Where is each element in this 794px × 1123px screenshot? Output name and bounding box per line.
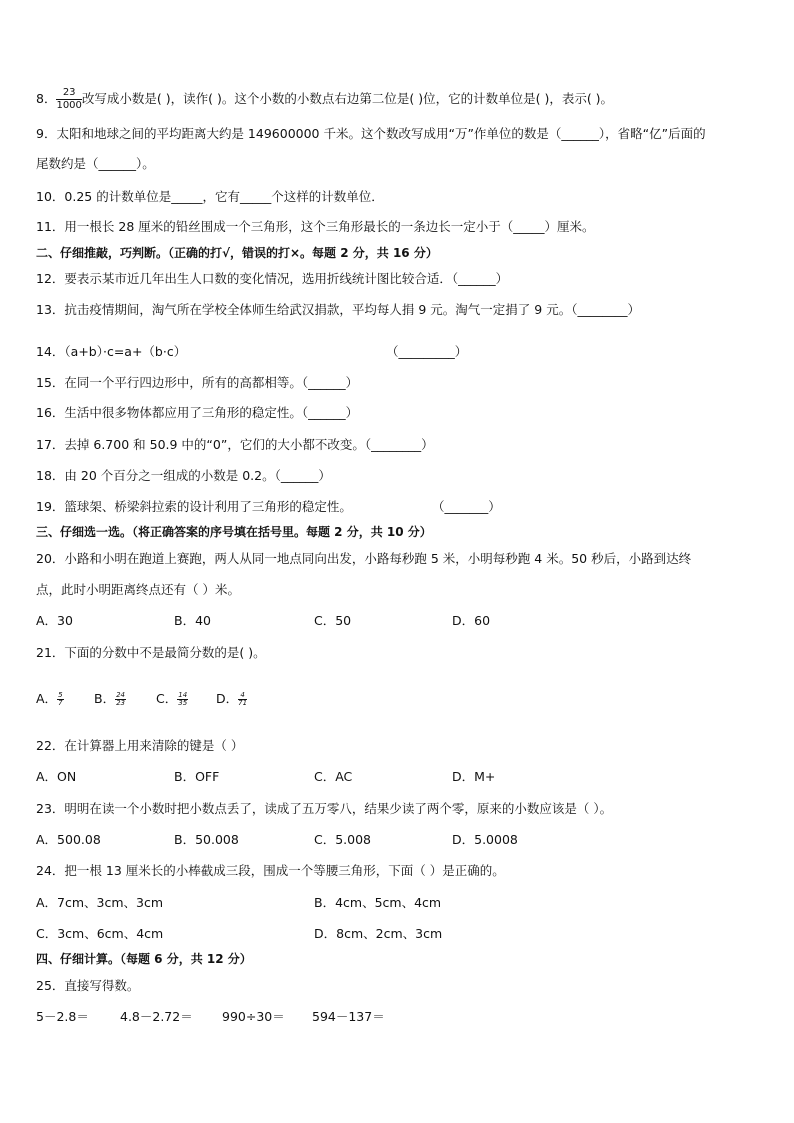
- section-4-heading: 四、仔细计算。（每题 6 分，共 12 分）: [36, 952, 252, 966]
- question-23: 23．明明在读一个小数时把小数点丢了，读成了五万零八，结果少读了两个零，原来的小数应该是（ ）。: [36, 801, 613, 816]
- question-21-option-a: A． $\frac{5}{7}$: [36, 691, 63, 707]
- question-22: 22．在计算器上用来清除的键是（ ）: [36, 738, 244, 753]
- question-20-option-d: D．60: [452, 613, 491, 628]
- question-18: 18．由 20 个百分之一组成的小数是 0.2。（______）: [36, 468, 331, 483]
- question-24-option-c: C．3cm、6cm、4cm: [36, 926, 164, 941]
- fraction-24-over-23: $\frac{24}{23}$: [116, 691, 125, 707]
- question-8-text: 改写成小数是( )，读作( )。这个小数的小数点右边第二位是( )位，它的计数单位是( )，表示( )。: [81, 91, 614, 106]
- question-8: [36, 88, 613, 111]
- calc-item-4: 594－137＝: [312, 1009, 385, 1024]
- question-11: 11．用一根长 28 厘米的铅丝围成一个三角形，这个三角形最长的一条边长一定小于（_____）厘米。: [36, 219, 595, 234]
- calc-item-2: 4.8－2.72＝: [120, 1009, 193, 1024]
- question-24-option-b: B．4cm、5cm、4cm: [314, 895, 442, 910]
- fraction-23-over-1000: $\frac{23}{1000}$: [56, 87, 82, 111]
- calc-item-3: 990÷30＝: [222, 1009, 285, 1024]
- question-17: 17．去掉 6.700 和 50.9 中的“0”，它们的大小都不改变。（________）: [36, 437, 434, 452]
- section-3-heading: 三、仔细选一选。（将正确答案的序号填在括号里。每题 2 分，共 10 分）: [36, 525, 432, 539]
- question-9-line2: 尾数约是（______）。: [36, 156, 155, 171]
- question-20-line2: 点，此时小明距离终点还有（ ）米。: [36, 582, 240, 597]
- question-21-option-b: B． $\frac{24}{23}$: [94, 691, 125, 707]
- question-13: 13．抗击疫情期间，淘气所在学校全体师生给武汉捐款，平均每人捐 9 元。淘气一定捐了 9 元。（________）: [36, 302, 640, 317]
- question-14-answer-blank: （_________）: [386, 344, 468, 359]
- question-20-option-a: A．30: [36, 613, 73, 628]
- question-8-number: 8．: [36, 91, 57, 106]
- question-19: 19．篮球架、桥梁斜拉索的设计利用了三角形的稳定性。: [36, 499, 352, 514]
- question-22-option-d: D．M+: [452, 769, 496, 784]
- section-2-heading: 二、仔细推敲，巧判断。（正确的打√，错误的打×。每题 2 分，共 16 分）: [36, 246, 438, 260]
- question-19-answer-blank: （_______）: [432, 499, 501, 514]
- fraction-4-over-71: $\frac{4}{71}$: [238, 691, 248, 707]
- question-23-option-c: C．5.008: [314, 832, 372, 847]
- question-20-option-c: C．50: [314, 613, 352, 628]
- question-14: 14．（a+b）·c=a+（b·c）: [36, 344, 187, 359]
- question-15: 15．在同一个平行四边形中，所有的高都相等。（______）: [36, 375, 359, 390]
- question-12: 12．要表示某市近几年出生人口数的变化情况，选用折线统计图比较合适．（______）: [36, 271, 509, 286]
- question-20-option-b: B．40: [174, 613, 211, 628]
- question-24-option-d: D．8cm、2cm、3cm: [314, 926, 443, 941]
- question-22-option-a: A．ON: [36, 769, 77, 784]
- question-23-option-a: A．500.08: [36, 832, 101, 847]
- question-21-option-c: C． $\frac{14}{35}$: [156, 691, 188, 707]
- question-22-option-c: C．AC: [314, 769, 353, 784]
- question-9-line1: 9．太阳和地球之间的平均距离大约是 149600000 千米。这个数改写成用“万”作单位的数是（______），省略“亿”后面的: [36, 126, 706, 141]
- question-16: 16．生活中很多物体都应用了三角形的稳定性。（______）: [36, 405, 359, 420]
- question-23-option-d: D．5.0008: [452, 832, 518, 847]
- question-25: 25．直接写得数。: [36, 978, 140, 993]
- calc-item-1: 5－2.8＝: [36, 1009, 89, 1024]
- question-24: 24．把一根 13 厘米长的小棒截成三段，围成一个等腰三角形，下面（ ）是正确的。: [36, 863, 505, 878]
- fraction-14-over-35: $\frac{14}{35}$: [178, 691, 188, 707]
- question-21: 21．下面的分数中不是最简分数的是( )。: [36, 645, 266, 660]
- question-22-option-b: B．OFF: [174, 769, 220, 784]
- fraction-5-over-7: $\frac{5}{7}$: [58, 691, 63, 707]
- question-21-option-d: D． $\frac{4}{71}$: [216, 691, 248, 707]
- question-23-option-b: B．50.008: [174, 832, 239, 847]
- question-20-line1: 20．小路和小明在跑道上赛跑，两人从同一地点同向出发，小路每秒跑 5 米，小明每秒跑 4 米。50 秒后，小路到达终: [36, 551, 692, 566]
- question-10: 10．0.25 的计数单位是_____，它有_____个这样的计数单位．: [36, 189, 384, 204]
- question-24-option-a: A．7cm、3cm、3cm: [36, 895, 164, 910]
